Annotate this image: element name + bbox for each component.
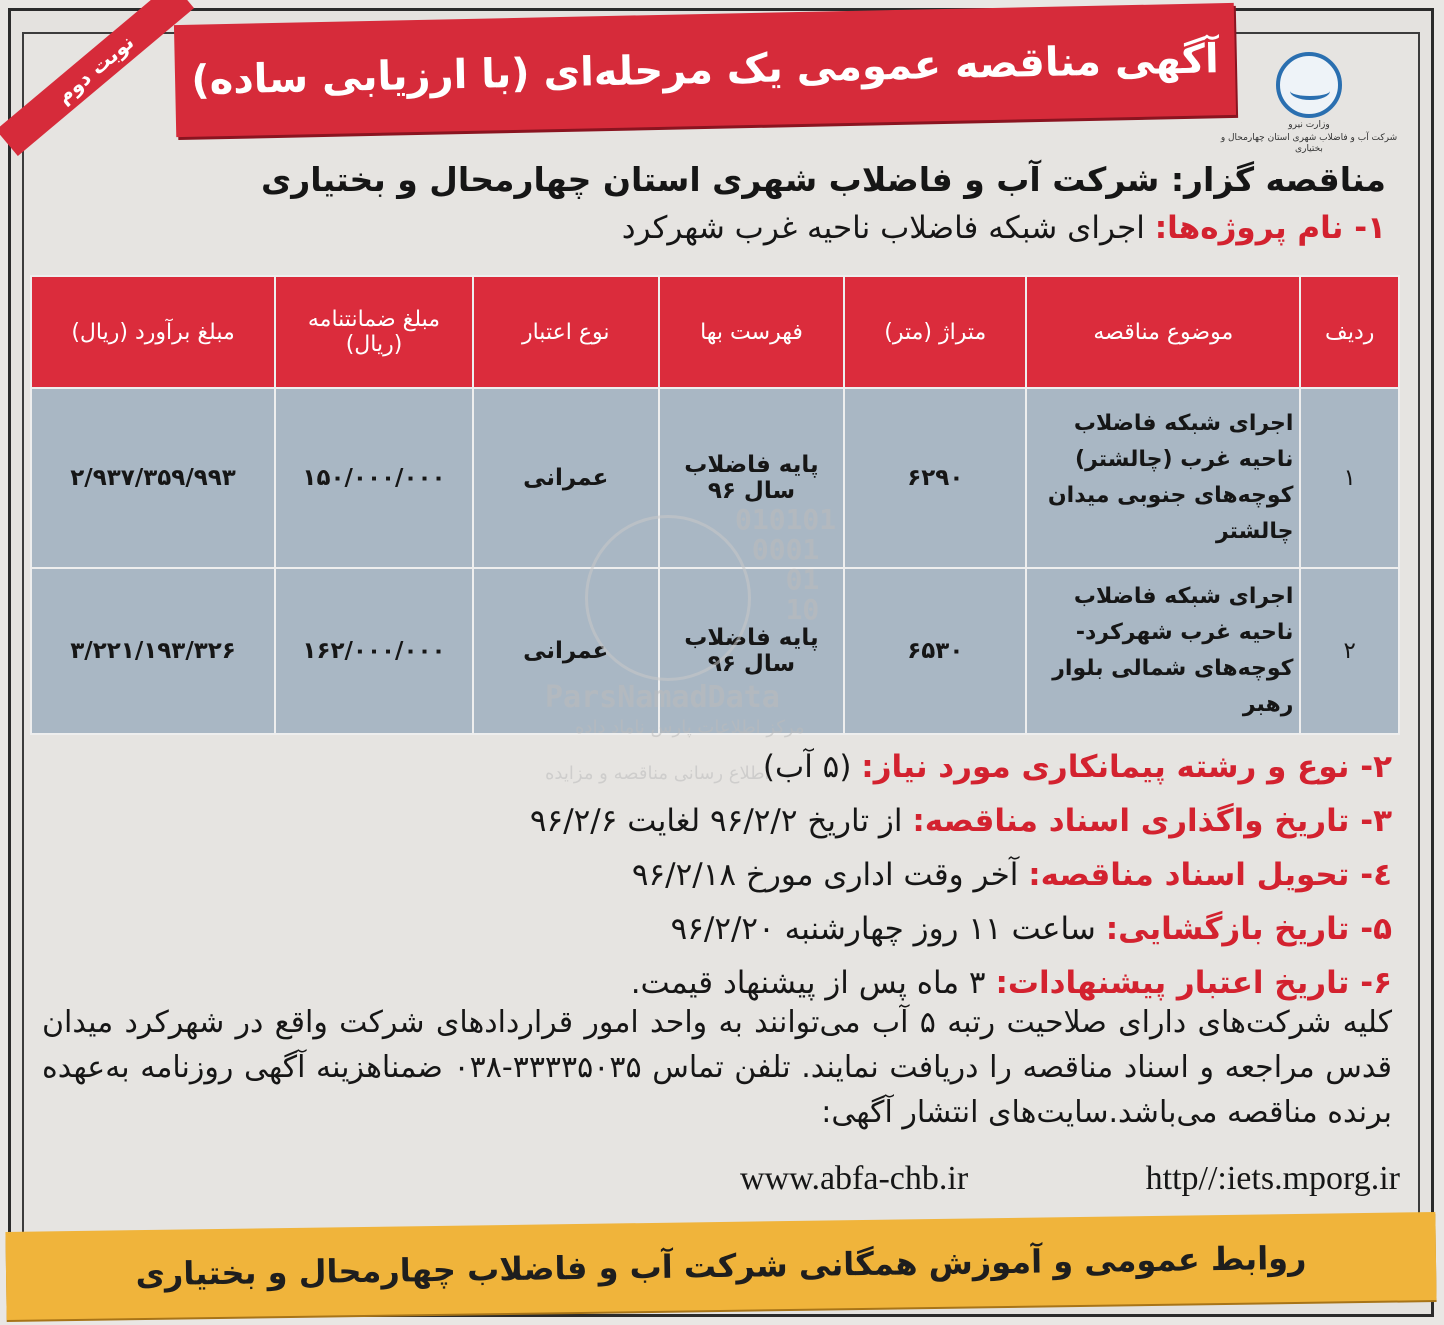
detail-label: ۲- نوع و رشته پیمانکاری مورد نیاز: bbox=[861, 749, 1392, 785]
cell-subject: اجرای شبکه فاضلاب ناحیه غرب شهرکرد- کوچه‌های شمالی بلوار رهبر bbox=[1026, 568, 1300, 734]
detail-documents-delivery bbox=[52, 848, 1392, 902]
col-header-price-list: فهرست بها bbox=[659, 276, 845, 388]
footer-text: روابط عمومی و آموزش همگانی شرکت آب و فاضلاب چهارمحال و بختیاری bbox=[135, 1238, 1307, 1294]
watermark-subtitle-2: اطلاع رسانی مناقصه و مزایده bbox=[545, 763, 770, 784]
detail-label: ۵- تاریخ بازگشایی: bbox=[1105, 911, 1392, 947]
watermark-digits: 010101 0001 01 10 bbox=[735, 503, 837, 626]
col-header-credit-type: نوع اعتبار bbox=[473, 276, 659, 388]
website-link-abfa[interactable]: www.abfa-chb.ir bbox=[740, 1160, 969, 1197]
cell-estimate: ۳/۲۲۱/۱۹۳/۳۲۶ bbox=[31, 568, 275, 734]
cell-credit-type: عمرانی bbox=[473, 568, 659, 734]
cell-guarantee: ۱۶۲/۰۰۰/۰۰۰ bbox=[275, 568, 473, 734]
detail-value: از تاریخ ۹۶/۲/۲ لغایت ۹۶/۲/۶ bbox=[529, 803, 903, 839]
tenderer-line bbox=[86, 160, 1386, 199]
website-link-iets[interactable]: http//:iets.mporg.ir bbox=[1145, 1160, 1400, 1197]
cell-index: ۲ bbox=[1300, 568, 1399, 734]
project-value: اجرای شبکه فاضلاب ناحیه غرب شهرکرد bbox=[621, 210, 1145, 246]
title-banner bbox=[174, 3, 1236, 137]
cell-subject: اجرای شبکه فاضلاب ناحیه غرب (چالشتر) کوچه‌های جنوبی میدان چالشتر bbox=[1026, 388, 1300, 568]
table-row bbox=[31, 568, 1399, 734]
detail-label: ٤- تحویل اسناد مناقصه: bbox=[1028, 857, 1392, 893]
detail-value: (۵ آب) bbox=[762, 749, 852, 785]
websites bbox=[740, 1160, 1400, 1198]
col-header-length: متراژ (متر) bbox=[844, 276, 1026, 388]
project-label: ۱- نام پروژه‌ها: bbox=[1154, 210, 1386, 246]
water-drop-logo-icon bbox=[1276, 52, 1342, 118]
cell-estimate: ۲/۹۳۷/۳۵۹/۹۹۳ bbox=[31, 388, 275, 568]
detail-value: ساعت ۱۱ روز چهارشنبه ۹۶/۲/۲۰ bbox=[670, 911, 1096, 947]
table-header-row bbox=[31, 276, 1399, 388]
cell-credit-type: عمرانی bbox=[473, 388, 659, 568]
col-header-index: ردیف bbox=[1300, 276, 1399, 388]
tenderer-label: مناقصه گزار: bbox=[1170, 160, 1386, 199]
col-header-guarantee: مبلغ ضمانتنامه (ریال) bbox=[275, 276, 473, 388]
detail-contractor-type bbox=[52, 740, 1392, 794]
tender-table bbox=[30, 275, 1400, 735]
tender-details-list bbox=[52, 740, 1392, 1010]
logo-caption-2: شرکت آب و فاضلاب شهری استان چهارمحال و بختیاری bbox=[1220, 133, 1398, 154]
page-title: آگهی مناقصه عمومی یک مرحله‌ای (با ارزیابی ساده) bbox=[190, 36, 1220, 104]
watermark-brand: ParsNamadData bbox=[545, 680, 780, 715]
detail-label: ۶- تاریخ اعتبار پیشنهادات: bbox=[995, 965, 1392, 1001]
detail-opening-date bbox=[52, 902, 1392, 956]
tenderer-value: شرکت آب و فاضلاب شهری استان چهارمحال و بختیاری bbox=[260, 160, 1160, 199]
cell-length: ۶۵۳۰ bbox=[844, 568, 1026, 734]
logo-caption-1: وزارت نیرو bbox=[1288, 120, 1330, 130]
ministry-logo bbox=[1214, 52, 1404, 152]
table-row bbox=[31, 388, 1399, 568]
detail-label: ۳- تاریخ واگذاری اسناد مناقصه: bbox=[912, 803, 1392, 839]
cell-length: ۶۲۹۰ bbox=[844, 388, 1026, 568]
detail-documents-handover-date bbox=[52, 794, 1392, 848]
cell-index: ۱ bbox=[1300, 388, 1399, 568]
body-paragraph: کلیه شرکت‌های دارای صلاحیت رتبه ۵ آب می‌توانند به واحد امور قراردادهای شرکت واقع در شهرکرد میدان قدس مراجعه و اسناد مناقصه را دریافت نمایند. تلفن تماس ۳۳۳۳۵۰۳۵-۰۳۸ ضمناهزینه آگهی روزنامه به‌عهده برنده مناقصه می‌باشد.سایت‌های انتشار آگهی: bbox=[42, 1005, 1392, 1130]
detail-value: آخر وقت اداری مورخ ۹۶/۲/۱۸ bbox=[631, 857, 1019, 893]
col-header-estimate: مبلغ برآورد (ریال) bbox=[31, 276, 275, 388]
cell-guarantee: ۱۵۰/۰۰۰/۰۰۰ bbox=[275, 388, 473, 568]
round-ribbon: نوبت دوم bbox=[0, 0, 194, 156]
col-header-subject: موضوع مناقصه bbox=[1026, 276, 1300, 388]
detail-value: ۳ ماه پس از پیشنهاد قیمت. bbox=[630, 965, 986, 1001]
project-name-line bbox=[86, 210, 1386, 246]
cell-price-list: پایه فاضلاب سال ۹۶ bbox=[659, 568, 845, 734]
cell-price-list: پایه فاضلاب سال ۹۶ bbox=[659, 388, 845, 568]
watermark-subtitle: مرکز اطلاعات پارس ناماد داده bbox=[575, 717, 805, 738]
